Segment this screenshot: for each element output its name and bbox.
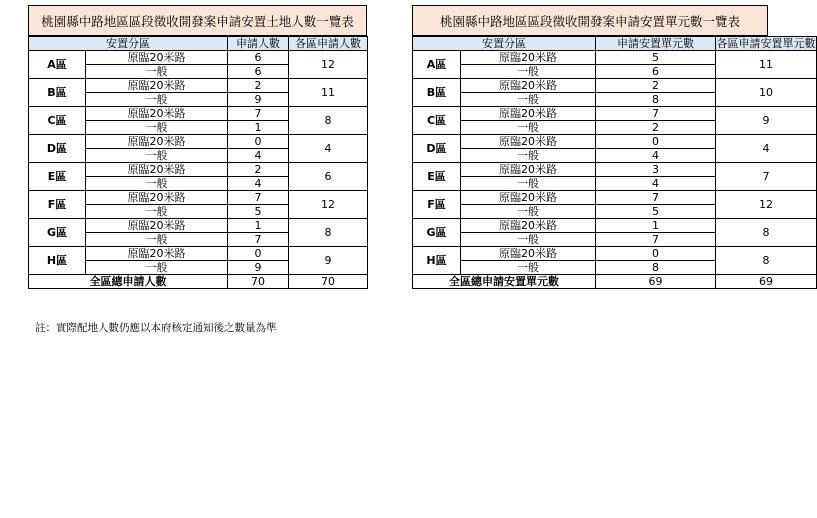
- table-row: [413, 51, 817, 65]
- row-type: 一般: [86, 233, 228, 247]
- table-row: [29, 135, 368, 149]
- header-subtotal: 各區申請人數: [289, 37, 368, 51]
- zone-subtotal: 8: [289, 219, 368, 247]
- row-value: 4: [228, 177, 289, 191]
- row-type: 原臨20米路: [461, 191, 596, 205]
- zone-subtotal: 6: [289, 163, 368, 191]
- zone-subtotal: 10: [716, 79, 817, 107]
- zone-label: G區: [413, 219, 461, 247]
- row-type: 原臨20米路: [461, 107, 596, 121]
- row-type: 原臨20米路: [86, 79, 228, 93]
- row-value: 1: [228, 219, 289, 233]
- row-value: 9: [228, 261, 289, 275]
- table-row: [29, 163, 368, 177]
- footnote: 註：實際配地人數仍應以本府核定通知後之數量為準: [35, 322, 277, 334]
- total-row: [29, 275, 368, 289]
- row-type: 原臨20米路: [86, 107, 228, 121]
- row-type: 原臨20米路: [461, 79, 596, 93]
- zone-subtotal: 11: [289, 79, 368, 107]
- row-type: 一般: [461, 65, 596, 79]
- table-row: [29, 219, 368, 233]
- table-row: [413, 107, 817, 121]
- zone-subtotal: 12: [289, 51, 368, 79]
- header-count: 申請安置單元數: [596, 37, 716, 51]
- row-value: 4: [596, 177, 716, 191]
- zone-subtotal: 12: [716, 191, 817, 219]
- table-title: 桃園縣中路地區區段徵收開發案申請安置單元數一覽表: [412, 5, 768, 36]
- row-value: 0: [228, 247, 289, 261]
- header-zone: 安置分區: [29, 37, 228, 51]
- row-type: 一般: [86, 121, 228, 135]
- row-value: 7: [228, 107, 289, 121]
- zone-label: D區: [29, 135, 86, 163]
- row-value: 8: [596, 261, 716, 275]
- total-subtotal: 70: [289, 275, 368, 289]
- row-type: 一般: [461, 261, 596, 275]
- zone-label: G區: [29, 219, 86, 247]
- table-row: [29, 79, 368, 93]
- table-row: [413, 219, 817, 233]
- zone-subtotal: 7: [716, 163, 817, 191]
- zone-label: C區: [29, 107, 86, 135]
- zone-subtotal: 8: [716, 247, 817, 275]
- zone-subtotal: 8: [289, 107, 368, 135]
- row-type: 原臨20米路: [86, 163, 228, 177]
- table-row: [29, 107, 368, 121]
- zone-label: H區: [29, 247, 86, 275]
- header-subtotal: 各區申請安置單元數: [716, 37, 816, 50]
- zone-label: A區: [29, 51, 86, 79]
- row-value: 0: [596, 135, 716, 149]
- zone-subtotal: 9: [716, 107, 817, 135]
- header-count: 申請人數: [228, 37, 289, 51]
- zone-label: C區: [413, 107, 461, 135]
- row-value: 9: [228, 93, 289, 107]
- table-row: [413, 247, 817, 261]
- zone-subtotal: 11: [716, 51, 817, 79]
- table-row: [413, 135, 817, 149]
- row-type: 原臨20米路: [86, 135, 228, 149]
- row-value: 1: [228, 121, 289, 135]
- row-type: 一般: [461, 93, 596, 107]
- row-value: 6: [596, 65, 716, 79]
- row-type: 一般: [86, 261, 228, 275]
- row-type: 一般: [461, 149, 596, 163]
- row-value: 1: [596, 219, 716, 233]
- zone-label: H區: [413, 247, 461, 275]
- row-value: 6: [228, 51, 289, 65]
- row-type: 原臨20米路: [86, 51, 228, 65]
- row-type: 一般: [86, 205, 228, 219]
- row-type: 一般: [86, 177, 228, 191]
- zone-subtotal: 4: [289, 135, 368, 163]
- zone-subtotal: 12: [289, 191, 368, 219]
- row-type: 原臨20米路: [461, 163, 596, 177]
- row-type: 原臨20米路: [461, 51, 596, 65]
- total-value: 69: [596, 275, 716, 289]
- table-title: 桃園縣中路地區區段徵收開發案申請安置土地人數一覽表: [28, 5, 367, 36]
- row-value: 5: [228, 205, 289, 219]
- row-value: 5: [596, 205, 716, 219]
- right-table-panel: [412, 5, 816, 289]
- row-type: 原臨20米路: [86, 219, 228, 233]
- header-zone: 安置分區: [413, 37, 596, 51]
- zone-subtotal: 8: [716, 219, 817, 247]
- total-value: 70: [228, 275, 289, 289]
- row-type: 一般: [461, 177, 596, 191]
- row-type: 一般: [461, 233, 596, 247]
- row-type: 原臨20米路: [461, 135, 596, 149]
- row-value: 7: [596, 191, 716, 205]
- row-type: 一般: [461, 121, 596, 135]
- resettlement-units-table: [412, 36, 817, 289]
- row-value: 7: [596, 107, 716, 121]
- header-row: [29, 37, 368, 51]
- row-value: 4: [228, 149, 289, 163]
- zone-subtotal: 9: [289, 247, 368, 275]
- zone-label: D區: [413, 135, 461, 163]
- total-label: 全區總申請人數: [29, 275, 228, 289]
- row-value: 7: [228, 191, 289, 205]
- row-value: 6: [228, 65, 289, 79]
- row-value: 7: [228, 233, 289, 247]
- total-subtotal: 69: [716, 275, 817, 289]
- zone-label: E區: [413, 163, 461, 191]
- row-type: 一般: [86, 65, 228, 79]
- row-value: 2: [596, 121, 716, 135]
- land-applicants-table: [28, 36, 368, 289]
- zone-label: F區: [413, 191, 461, 219]
- row-value: 7: [596, 233, 716, 247]
- row-type: 原臨20米路: [461, 219, 596, 233]
- total-label: 全區總申請安置單元數: [413, 275, 596, 289]
- row-value: 3: [596, 163, 716, 177]
- row-value: 5: [596, 51, 716, 65]
- table-row: [29, 247, 368, 261]
- total-row: [413, 275, 817, 289]
- zone-label: A區: [413, 51, 461, 79]
- row-value: 0: [228, 135, 289, 149]
- left-table-panel: [28, 5, 367, 289]
- row-type: 原臨20米路: [86, 191, 228, 205]
- row-type: 一般: [461, 205, 596, 219]
- row-value: 0: [596, 247, 716, 261]
- row-value: 8: [596, 93, 716, 107]
- table-row: [413, 191, 817, 205]
- row-type: 一般: [86, 93, 228, 107]
- zone-subtotal: 4: [716, 135, 817, 163]
- table-row: [413, 79, 817, 93]
- row-type: 一般: [86, 149, 228, 163]
- row-type: 原臨20米路: [86, 247, 228, 261]
- zone-label: B區: [29, 79, 86, 107]
- row-value: 4: [596, 149, 716, 163]
- row-value: 2: [228, 79, 289, 93]
- row-value: 2: [596, 79, 716, 93]
- zone-label: E區: [29, 163, 86, 191]
- table-row: [413, 163, 817, 177]
- row-type: 原臨20米路: [461, 247, 596, 261]
- table-row: [29, 191, 368, 205]
- header-row: [413, 37, 817, 51]
- zone-label: F區: [29, 191, 86, 219]
- zone-label: B區: [413, 79, 461, 107]
- row-value: 2: [228, 163, 289, 177]
- table-row: [29, 51, 368, 65]
